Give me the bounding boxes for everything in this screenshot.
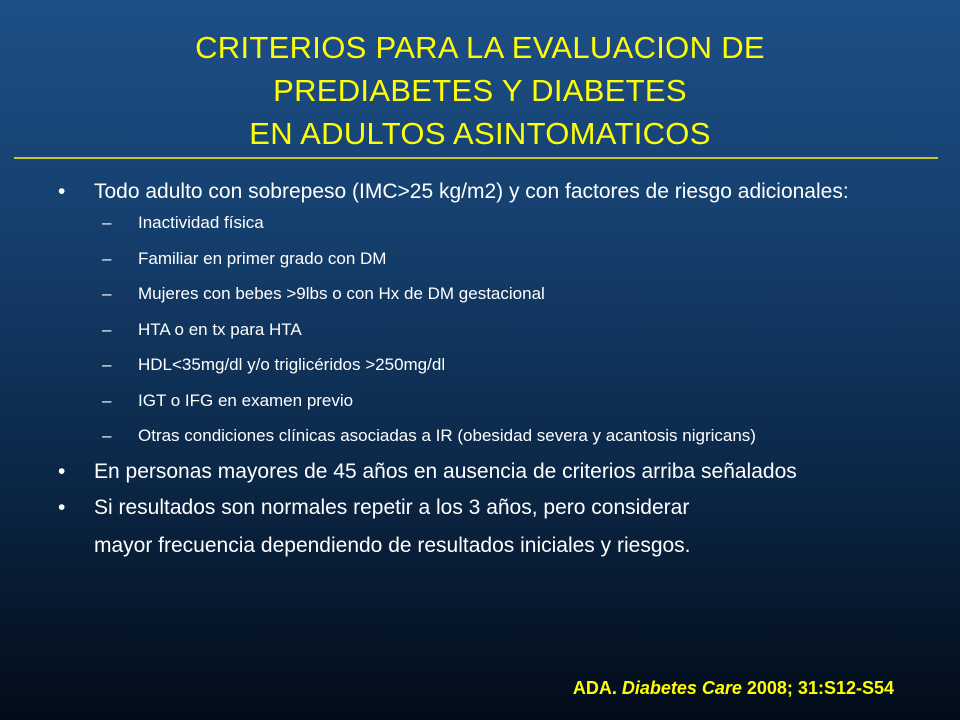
bullet-text: En personas mayores de 45 años en ausencia de criterios arriba señalados (94, 460, 797, 483)
sub-marker: – (102, 390, 112, 410)
sub-item-text: HTA o en tx para HTA (138, 319, 302, 339)
bullet-item-repeat (58, 494, 918, 560)
slide-title (0, 26, 960, 155)
sub-item (58, 424, 918, 448)
sub-item (58, 282, 918, 306)
bullet-marker: • (58, 496, 66, 519)
bullet-text-line-1: Si resultados son normales repetir a los 3 años, pero considerar (94, 496, 690, 519)
bullet-text: Todo adulto con sobrepeso (IMC>25 kg/m2) y con factores de riesgo adicionales: (94, 180, 849, 203)
sub-marker: – (102, 355, 112, 374)
bullet-item-age (58, 458, 918, 486)
sub-marker: – (102, 213, 112, 232)
bullet-text-line-2: mayor frecuencia dependiendo de resultados iniciales y riesgos. (94, 534, 691, 557)
citation-suffix: 2008; 31:S12-S54 (741, 678, 894, 698)
sub-item (58, 353, 918, 377)
sub-item (58, 318, 918, 342)
title-line-3: EN ADULTOS ASINTOMATICOS (249, 116, 711, 151)
sub-item-text: Mujeres con bebes >9lbs o con Hx de DM gestacional (138, 284, 545, 303)
sub-marker: – (102, 248, 112, 268)
bullet-marker: • (58, 180, 66, 203)
title-divider (14, 157, 938, 159)
sub-marker: – (102, 284, 112, 303)
bullet-marker: • (58, 460, 66, 483)
sub-item-text: Inactividad física (138, 213, 264, 232)
sub-item-text: IGT o IFG en examen previo (138, 390, 354, 410)
sub-item-text: Otras condiciones clínicas asociadas a IR (obesidad severa y acantosis nigricans) (138, 426, 756, 445)
sub-marker: – (102, 426, 112, 445)
sub-item (58, 247, 918, 271)
citation-prefix: ADA. (572, 678, 622, 698)
sub-marker: – (102, 319, 112, 339)
title-line-1: CRITERIOS PARA LA EVALUACION DE (195, 30, 765, 65)
sub-item-text: Familiar en primer grado con DM (138, 248, 387, 268)
sub-item (58, 211, 918, 235)
sub-item (58, 389, 918, 413)
bullet-item-overweight (58, 178, 918, 206)
sub-item-text: HDL<35mg/dl y/o triglicéridos >250mg/dl (138, 355, 446, 374)
title-line-2: PREDIABETES Y DIABETES (273, 73, 687, 108)
citation (573, 678, 894, 699)
citation-journal: Diabetes Care (621, 678, 742, 698)
slide-body (58, 178, 918, 560)
